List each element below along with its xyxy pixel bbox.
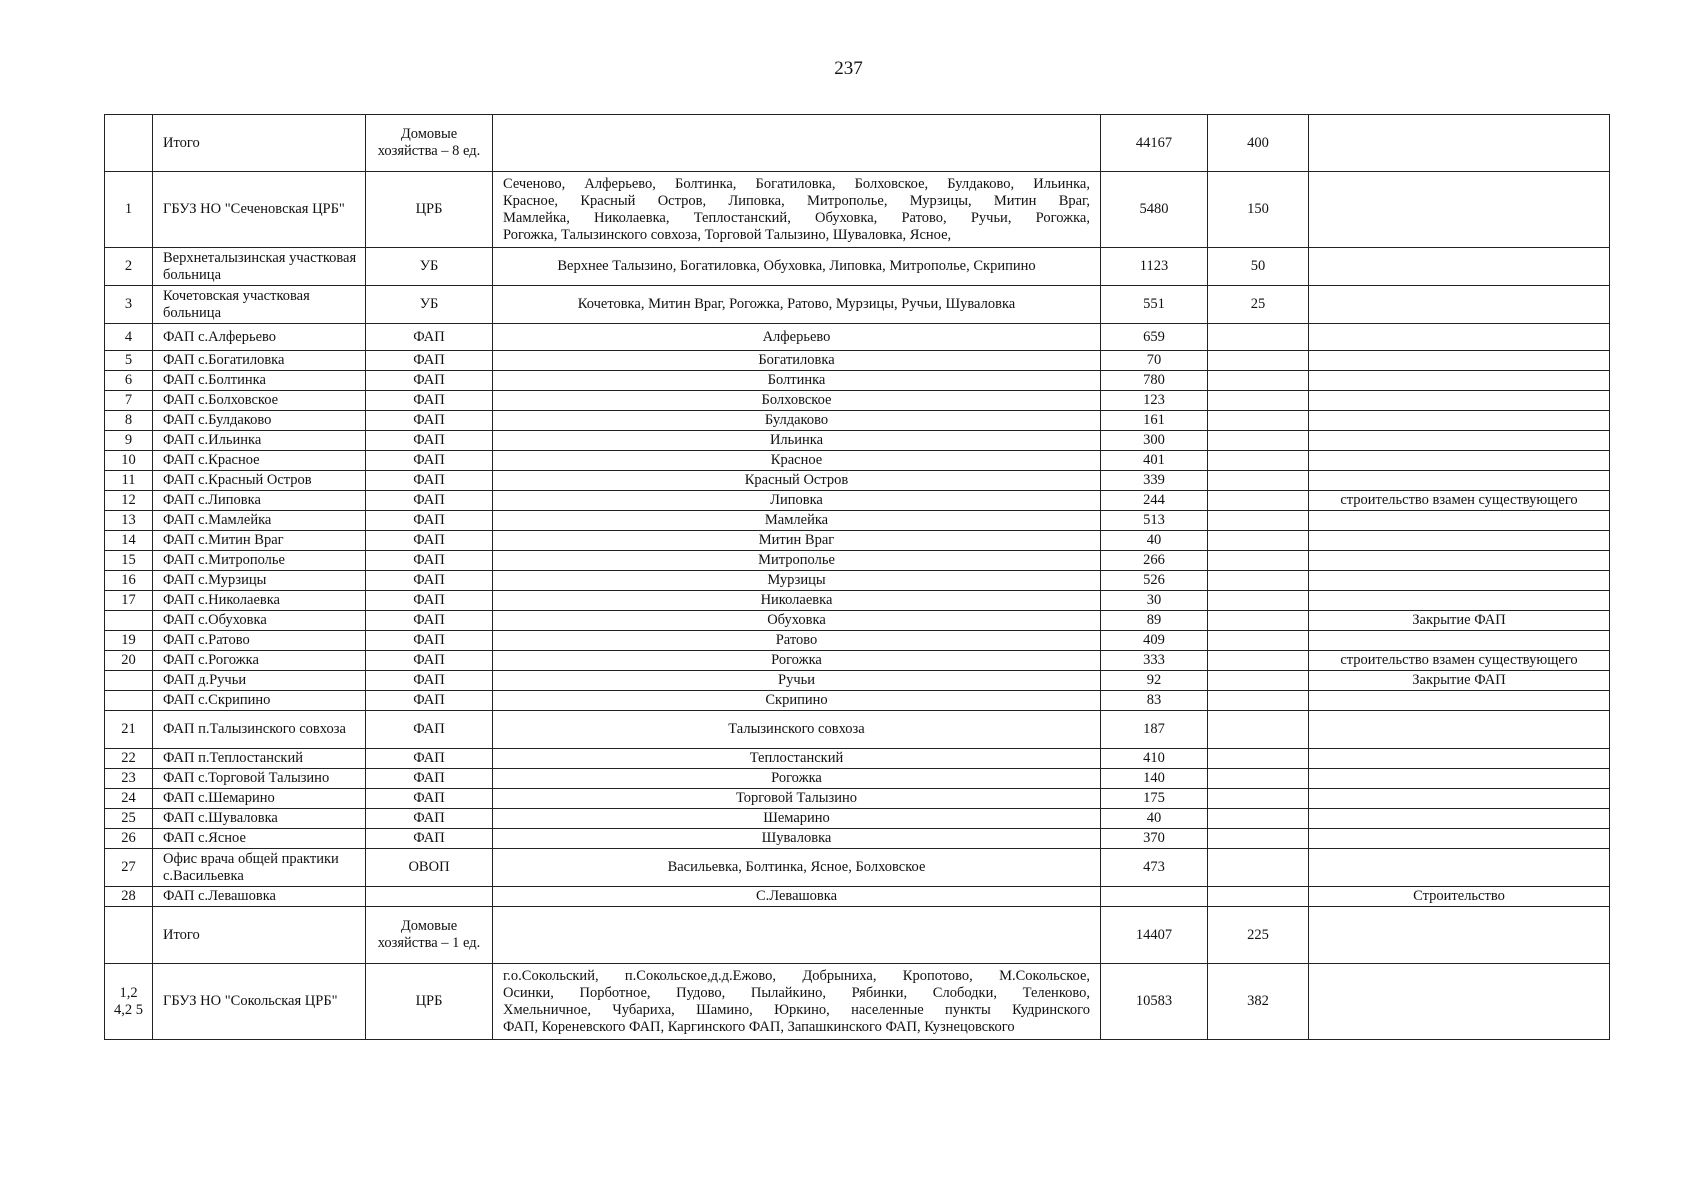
capacity-cell [1208,591,1309,611]
facility-type-cell: ФАП [366,691,493,711]
service-area-line: ФАП, Кореневского ФАП, Каргинского ФАП, Запашкинского ФАП, Кузнецовского [503,1018,1015,1035]
service-area-cell: Теплостанский [493,749,1101,769]
capacity-cell [1208,651,1309,671]
service-area-line: Красное, Красный Остров, Липовка, Митрополье, Мурзицы, Митин Враг, [503,192,1090,209]
note-cell [1309,849,1610,887]
service-area-cell: Торговой Талызино [493,789,1101,809]
note-cell [1309,431,1610,451]
facility-name-cell: ФАП п.Теплостанский [153,749,366,769]
row-number-cell: 9 [105,431,153,451]
table-row [105,451,1610,471]
facility-type-cell: УБ [366,248,493,286]
note-cell [1309,371,1610,391]
capacity-cell [1208,431,1309,451]
row-number-cell: 16 [105,571,153,591]
note-cell [1309,531,1610,551]
table-row [105,631,1610,651]
facility-name-cell: ФАП с.Торговой Талызино [153,769,366,789]
table-row [105,907,1610,964]
page-number: 237 [834,58,863,79]
facility-name-cell: ГБУЗ НО "Сокольская ЦРБ" [153,964,366,1040]
row-number-cell: 1,2 4,2 5 [105,964,153,1040]
capacity-cell: 225 [1208,907,1309,964]
capacity-cell: 400 [1208,115,1309,172]
population-cell: 401 [1101,451,1208,471]
population-cell: 780 [1101,371,1208,391]
service-area-line: Мамлейка, Николаевка, Теплостанский, Обуховка, Ратово, Ручьи, Рогожка, [503,209,1090,226]
table-row [105,115,1610,172]
population-cell: 89 [1101,611,1208,631]
service-area-cell: Шуваловка [493,829,1101,849]
note-cell [1309,964,1610,1040]
facility-type-cell: ФАП [366,511,493,531]
population-cell: 526 [1101,571,1208,591]
population-cell: 513 [1101,511,1208,531]
population-cell: 339 [1101,471,1208,491]
capacity-cell [1208,511,1309,531]
table-row [105,391,1610,411]
service-area-cell: Скрипино [493,691,1101,711]
service-area-cell: Красный Остров [493,471,1101,491]
population-cell: 140 [1101,769,1208,789]
row-number-cell: 27 [105,849,153,887]
population-cell: 659 [1101,324,1208,351]
facility-type-cell: ФАП [366,809,493,829]
facility-name-cell: ФАП с.Алферьево [153,324,366,351]
service-area-cell: Булдаково [493,411,1101,431]
row-number-cell [105,671,153,691]
row-number-cell: 21 [105,711,153,749]
service-area-cell [493,907,1101,964]
population-cell: 44167 [1101,115,1208,172]
capacity-cell [1208,411,1309,431]
facility-name-cell: ФАП с.Скрипино [153,691,366,711]
capacity-cell [1208,789,1309,809]
service-area-cell: Митрополье [493,551,1101,571]
population-cell: 266 [1101,551,1208,571]
facility-name-cell: ФАП с.Шуваловка [153,809,366,829]
facility-name-cell: ФАП с.Рогожка [153,651,366,671]
row-number-cell: 4 [105,324,153,351]
row-number-cell: 28 [105,887,153,907]
row-number-cell: 7 [105,391,153,411]
capacity-cell [1208,691,1309,711]
service-area-cell [493,115,1101,172]
facility-name-cell: Итого [153,115,366,172]
row-number-cell [105,115,153,172]
row-number-cell: 11 [105,471,153,491]
facility-name-cell: Кочетовская участковая больница [153,286,366,324]
facility-type-cell: ФАП [366,371,493,391]
capacity-cell [1208,571,1309,591]
facility-name-cell: Итого [153,907,366,964]
facility-name-cell: ФАП с.Обуховка [153,611,366,631]
capacity-cell: 25 [1208,286,1309,324]
facility-type-cell: ФАП [366,749,493,769]
facility-type-cell: УБ [366,286,493,324]
facility-type-cell [366,887,493,907]
population-cell: 409 [1101,631,1208,651]
row-number-cell: 2 [105,248,153,286]
population-cell: 70 [1101,351,1208,371]
row-number-cell: 20 [105,651,153,671]
row-number-cell [105,691,153,711]
service-area-cell: Шемарино [493,809,1101,829]
note-cell [1309,451,1610,471]
service-area-cell: Обуховка [493,611,1101,631]
table-row [105,411,1610,431]
capacity-cell [1208,531,1309,551]
table-row [105,491,1610,511]
capacity-cell [1208,887,1309,907]
facility-name-cell: ФАП с.Ясное [153,829,366,849]
table-row [105,571,1610,591]
facility-type-cell: ФАП [366,411,493,431]
note-cell [1309,172,1610,248]
population-cell: 40 [1101,809,1208,829]
service-area-cell: Талызинского совхоза [493,711,1101,749]
facility-type-cell: ФАП [366,769,493,789]
service-area-cell: Красное [493,451,1101,471]
facility-name-cell: ФАП с.Красное [153,451,366,471]
service-area-cell: Николаевка [493,591,1101,611]
facility-type-cell: ФАП [366,391,493,411]
facilities-table [104,114,1610,1040]
row-number-cell [105,611,153,631]
note-cell [1309,286,1610,324]
table-row [105,471,1610,491]
facility-name-cell: ФАП с.Болтинка [153,371,366,391]
row-number-cell: 1 [105,172,153,248]
population-cell: 30 [1101,591,1208,611]
table-row [105,286,1610,324]
note-cell [1309,809,1610,829]
population-cell: 300 [1101,431,1208,451]
row-number-cell: 26 [105,829,153,849]
capacity-cell [1208,711,1309,749]
population-cell: 473 [1101,849,1208,887]
row-number-cell: 25 [105,809,153,829]
note-cell [1309,411,1610,431]
service-area-line: Хмельничное, Чубариха, Шамино, Юркино, населенные пункты Кудринского [503,1001,1090,1018]
table-row [105,172,1610,248]
facility-name-cell: Офис врача общей практики с.Васильевка [153,849,366,887]
population-cell: 333 [1101,651,1208,671]
service-area-cell: Ильинка [493,431,1101,451]
capacity-cell [1208,611,1309,631]
capacity-cell: 50 [1208,248,1309,286]
facility-type-cell: ФАП [366,351,493,371]
population-cell: 83 [1101,691,1208,711]
population-cell: 175 [1101,789,1208,809]
note-cell: Закрытие ФАП [1309,611,1610,631]
note-cell [1309,907,1610,964]
row-number-cell: 5 [105,351,153,371]
table-row [105,809,1610,829]
service-area-cell [493,964,1101,1040]
facility-type-cell: ФАП [366,591,493,611]
row-number-cell [105,907,153,964]
facility-name-cell: ГБУЗ НО "Сеченовская ЦРБ" [153,172,366,248]
table-row [105,829,1610,849]
capacity-cell [1208,551,1309,571]
table-row [105,248,1610,286]
population-cell: 370 [1101,829,1208,849]
facility-type-cell: ФАП [366,711,493,749]
facility-type-cell: ФАП [366,431,493,451]
capacity-cell [1208,391,1309,411]
population-cell: 10583 [1101,964,1208,1040]
facility-type-cell: ФАП [366,531,493,551]
population-cell: 410 [1101,749,1208,769]
table-row [105,531,1610,551]
capacity-cell [1208,631,1309,651]
facility-type-cell: Домовые хозяйства – 8 ед. [366,115,493,172]
row-number-cell: 3 [105,286,153,324]
table-row [105,711,1610,749]
note-cell [1309,115,1610,172]
population-cell [1101,887,1208,907]
facility-type-cell: ФАП [366,451,493,471]
facility-name-cell: ФАП с.Шемарино [153,789,366,809]
note-cell [1309,511,1610,531]
service-area-line: Рогожка, Талызинского совхоза, Торговой Талызино, Шуваловка, Ясное, [503,226,952,243]
service-area-line: г.о.Сокольский, п.Сокольское,д.д.Ежово, Добрыниха, Кропотово, М.Сокольское, [503,967,1090,984]
population-cell: 5480 [1101,172,1208,248]
row-number-cell: 14 [105,531,153,551]
population-cell: 551 [1101,286,1208,324]
facility-type-cell: ФАП [366,611,493,631]
facility-name-cell: ФАП с.Митрополье [153,551,366,571]
capacity-cell [1208,471,1309,491]
table-row [105,551,1610,571]
facility-type-cell: ЦРБ [366,172,493,248]
note-cell: строительство взамен существующего [1309,491,1610,511]
facility-name-cell: ФАП с.Левашовка [153,887,366,907]
table-row [105,849,1610,887]
note-cell [1309,571,1610,591]
row-number-cell: 8 [105,411,153,431]
service-area-cell: Ручьи [493,671,1101,691]
note-cell [1309,691,1610,711]
note-cell [1309,769,1610,789]
capacity-cell [1208,351,1309,371]
table-row [105,769,1610,789]
capacity-cell [1208,324,1309,351]
table-row [105,611,1610,631]
capacity-cell [1208,451,1309,471]
population-cell: 161 [1101,411,1208,431]
service-area-cell: Рогожка [493,651,1101,671]
facility-name-cell: ФАП с.Митин Враг [153,531,366,551]
table-row [105,789,1610,809]
note-cell [1309,551,1610,571]
row-number-cell: 6 [105,371,153,391]
note-cell: Строительство [1309,887,1610,907]
facility-name-cell: ФАП с.Николаевка [153,591,366,611]
facility-type-cell: ОВОП [366,849,493,887]
facility-name-cell: ФАП д.Ручьи [153,671,366,691]
service-area-cell: Богатиловка [493,351,1101,371]
note-cell [1309,471,1610,491]
note-cell [1309,591,1610,611]
capacity-cell [1208,829,1309,849]
row-number-cell: 19 [105,631,153,651]
table-row [105,431,1610,451]
facility-name-cell: ФАП с.Богатиловка [153,351,366,371]
facility-name-cell: ФАП с.Ратово [153,631,366,651]
service-area-cell: Васильевка, Болтинка, Ясное, Болховское [493,849,1101,887]
service-area-cell: Липовка [493,491,1101,511]
facility-type-cell: ФАП [366,491,493,511]
facility-type-cell: ФАП [366,631,493,651]
table-row [105,691,1610,711]
note-cell [1309,324,1610,351]
row-number-cell: 13 [105,511,153,531]
facility-type-cell: ФАП [366,789,493,809]
row-number-cell: 24 [105,789,153,809]
service-area-cell: Кочетовка, Митин Враг, Рогожка, Ратово, Мурзицы, Ручьи, Шуваловка [493,286,1101,324]
facility-name-cell: ФАП с.Мамлейка [153,511,366,531]
capacity-cell [1208,671,1309,691]
note-cell: строительство взамен существующего [1309,651,1610,671]
service-area-cell: С.Левашовка [493,887,1101,907]
capacity-cell [1208,769,1309,789]
capacity-cell [1208,809,1309,829]
service-area-cell: Верхнее Талызино, Богатиловка, Обуховка, Липовка, Митрополье, Скрипино [493,248,1101,286]
service-area-cell: Ратово [493,631,1101,651]
table-row [105,511,1610,531]
facility-name-cell: ФАП с.Красный Остров [153,471,366,491]
facility-type-cell: Домовые хозяйства – 1 ед. [366,907,493,964]
note-cell [1309,351,1610,371]
note-cell: Закрытие ФАП [1309,671,1610,691]
table-row [105,351,1610,371]
row-number-cell: 12 [105,491,153,511]
service-area-cell: Рогожка [493,769,1101,789]
facility-type-cell: ЦРБ [366,964,493,1040]
facility-type-cell: ФАП [366,471,493,491]
table-row [105,887,1610,907]
capacity-cell: 150 [1208,172,1309,248]
row-number-cell: 15 [105,551,153,571]
note-cell [1309,711,1610,749]
facility-name-cell: ФАП с.Булдаково [153,411,366,431]
capacity-cell [1208,491,1309,511]
table-row [105,591,1610,611]
facility-name-cell: ФАП с.Ильинка [153,431,366,451]
population-cell: 187 [1101,711,1208,749]
facility-type-cell: ФАП [366,551,493,571]
row-number-cell: 17 [105,591,153,611]
table-row [105,749,1610,769]
population-cell: 244 [1101,491,1208,511]
note-cell [1309,749,1610,769]
facility-type-cell: ФАП [366,829,493,849]
row-number-cell: 23 [105,769,153,789]
table-row [105,671,1610,691]
facility-type-cell: ФАП [366,571,493,591]
service-area-cell [493,172,1101,248]
service-area-cell: Мурзицы [493,571,1101,591]
facility-name-cell: ФАП п.Талызинского совхоза [153,711,366,749]
row-number-cell: 10 [105,451,153,471]
capacity-cell: 382 [1208,964,1309,1040]
service-area-cell: Мамлейка [493,511,1101,531]
note-cell [1309,391,1610,411]
service-area-cell: Митин Враг [493,531,1101,551]
facility-type-cell: ФАП [366,671,493,691]
row-number-cell: 22 [105,749,153,769]
population-cell: 14407 [1101,907,1208,964]
population-cell: 40 [1101,531,1208,551]
capacity-cell [1208,749,1309,769]
facility-type-cell: ФАП [366,324,493,351]
table-row [105,324,1610,351]
facility-name-cell: ФАП с.Мурзицы [153,571,366,591]
capacity-cell [1208,849,1309,887]
service-area-line: Сеченово, Алферьево, Болтинка, Богатиловка, Болховское, Булдаково, Ильинка, [503,175,1090,192]
population-cell: 1123 [1101,248,1208,286]
note-cell [1309,631,1610,651]
service-area-cell: Болтинка [493,371,1101,391]
population-cell: 123 [1101,391,1208,411]
capacity-cell [1208,371,1309,391]
table-row [105,651,1610,671]
service-area-cell: Болховское [493,391,1101,411]
facility-type-cell: ФАП [366,651,493,671]
note-cell [1309,829,1610,849]
service-area-line: Осинки, Порботное, Пудово, Пылайкино, Рябинки, Слободки, Теленково, [503,984,1090,1001]
table-row [105,964,1610,1040]
facility-name-cell: ФАП с.Болховское [153,391,366,411]
note-cell [1309,248,1610,286]
table-row [105,371,1610,391]
population-cell: 92 [1101,671,1208,691]
facility-name-cell: Верхнеталызинская участковая больница [153,248,366,286]
note-cell [1309,789,1610,809]
service-area-cell: Алферьево [493,324,1101,351]
facility-name-cell: ФАП с.Липовка [153,491,366,511]
